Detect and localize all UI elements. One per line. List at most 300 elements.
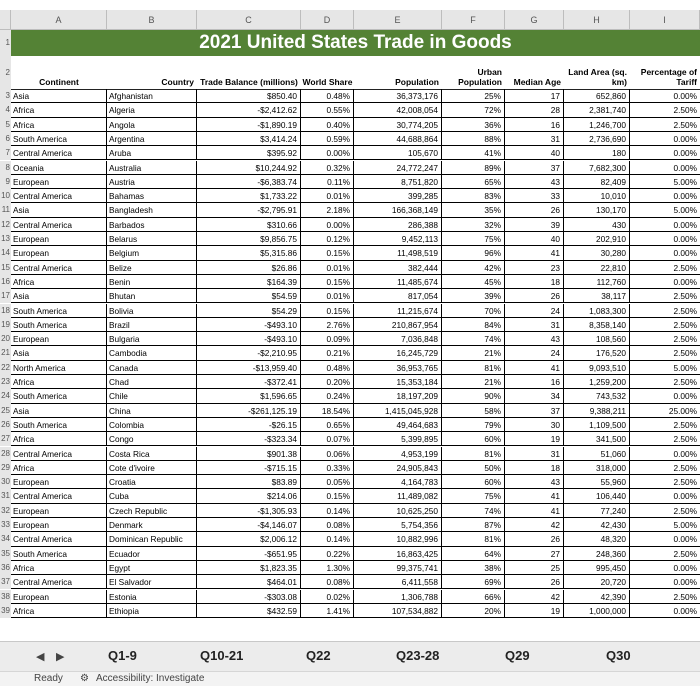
cell-area[interactable]: 82,409 [564, 175, 630, 189]
cell-country[interactable]: Chad [107, 375, 197, 389]
cell-continent[interactable]: European [11, 590, 107, 604]
cell-area[interactable]: 20,720 [564, 575, 630, 589]
sheet-title[interactable]: 2021 United States Trade in Goods [11, 30, 700, 56]
cell-urban[interactable]: 74% [442, 332, 505, 346]
cell-trade[interactable]: $214.06 [197, 489, 301, 503]
cell-pop[interactable]: 399,285 [354, 189, 442, 203]
cell-share[interactable]: 0.55% [301, 103, 354, 117]
cell-area[interactable]: 22,810 [564, 261, 630, 275]
cell-continent[interactable]: Oceania [11, 161, 107, 175]
cell-tariff[interactable]: 0.00% [630, 604, 700, 618]
cell-pop[interactable]: 16,863,425 [354, 547, 442, 561]
cell-country[interactable]: Egypt [107, 561, 197, 575]
header-urban-population[interactable]: Urban Population [458, 67, 502, 87]
row-header[interactable]: 17 [0, 289, 11, 303]
cell-tariff[interactable]: 0.00% [630, 161, 700, 175]
cell-area[interactable]: 1,109,500 [564, 418, 630, 432]
row-header[interactable]: 11 [0, 203, 11, 217]
cell-tariff[interactable]: 2.50% [630, 547, 700, 561]
cell-area[interactable]: 2,381,740 [564, 103, 630, 117]
cell-continent[interactable]: European [11, 504, 107, 518]
cell-share[interactable]: 0.06% [301, 447, 354, 461]
cell-urban[interactable]: 32% [442, 218, 505, 232]
cell-share[interactable]: 2.76% [301, 318, 354, 332]
cell-tariff[interactable]: 2.50% [630, 504, 700, 518]
cell-country[interactable]: Benin [107, 275, 197, 289]
row-header[interactable]: 25 [0, 404, 11, 418]
cell-age[interactable]: 24 [505, 346, 564, 360]
cell-share[interactable]: 0.15% [301, 304, 354, 318]
cell-share[interactable]: 0.00% [301, 146, 354, 160]
cell-country[interactable]: Bolivia [107, 304, 197, 318]
cell-age[interactable]: 17 [505, 89, 564, 103]
cell-pop[interactable]: 10,882,996 [354, 532, 442, 546]
cell-urban[interactable]: 35% [442, 203, 505, 217]
cell-share[interactable]: 0.15% [301, 489, 354, 503]
cell-share[interactable]: 1.41% [301, 604, 354, 618]
cell-trade[interactable]: $5,315.86 [197, 246, 301, 260]
cell-age[interactable]: 27 [505, 547, 564, 561]
cell-urban[interactable]: 74% [442, 504, 505, 518]
cell-country[interactable]: Argentina [107, 132, 197, 146]
row-header[interactable]: 14 [0, 246, 11, 260]
cell-continent[interactable]: Africa [11, 375, 107, 389]
cell-country[interactable]: Cambodia [107, 346, 197, 360]
cell-continent[interactable]: South America [11, 547, 107, 561]
cell-trade[interactable]: $54.59 [197, 289, 301, 303]
cell-urban[interactable]: 20% [442, 604, 505, 618]
cell-urban[interactable]: 50% [442, 461, 505, 475]
cell-share[interactable]: 2.18% [301, 203, 354, 217]
cell-area[interactable]: 430 [564, 218, 630, 232]
cell-area[interactable]: 130,170 [564, 203, 630, 217]
cell-trade[interactable]: -$715.15 [197, 461, 301, 475]
cell-trade[interactable]: $26.86 [197, 261, 301, 275]
cell-share[interactable]: 1.30% [301, 561, 354, 575]
cell-pop[interactable]: 49,464,683 [354, 418, 442, 432]
row-header[interactable]: 5 [0, 118, 11, 132]
cell-continent[interactable]: South America [11, 389, 107, 403]
cell-trade[interactable]: -$651.95 [197, 547, 301, 561]
cell-tariff[interactable]: 2.50% [630, 375, 700, 389]
row-header[interactable]: 12 [0, 218, 11, 232]
cell-pop[interactable]: 10,625,250 [354, 504, 442, 518]
cell-share[interactable]: 0.48% [301, 361, 354, 375]
row-header[interactable]: 3 [0, 89, 11, 103]
row-header[interactable]: 23 [0, 375, 11, 389]
cell-urban[interactable]: 69% [442, 575, 505, 589]
cell-tariff[interactable]: 0.00% [630, 561, 700, 575]
row-header[interactable]: 27 [0, 432, 11, 446]
cell-pop[interactable]: 107,534,882 [354, 604, 442, 618]
cell-country[interactable]: Belgium [107, 246, 197, 260]
cell-urban[interactable]: 75% [442, 489, 505, 503]
cell-continent[interactable]: Central America [11, 532, 107, 546]
cell-country[interactable]: Congo [107, 432, 197, 446]
cell-pop[interactable]: 105,670 [354, 146, 442, 160]
cell-tariff[interactable]: 2.50% [630, 103, 700, 117]
cell-tariff[interactable]: 2.50% [630, 118, 700, 132]
cell-pop[interactable]: 210,867,954 [354, 318, 442, 332]
cell-age[interactable]: 41 [505, 504, 564, 518]
row-header[interactable]: 31 [0, 489, 11, 503]
column-header-h[interactable]: H [564, 10, 630, 30]
cell-pop[interactable]: 11,215,674 [354, 304, 442, 318]
cell-pop[interactable]: 24,772,247 [354, 161, 442, 175]
cell-area[interactable]: 42,430 [564, 518, 630, 532]
column-header-i[interactable]: I [630, 10, 700, 30]
cell-country[interactable]: Ethiopia [107, 604, 197, 618]
cell-pop[interactable]: 382,444 [354, 261, 442, 275]
cell-age[interactable]: 33 [505, 189, 564, 203]
tab-q23-28[interactable]: Q23-28 [396, 648, 440, 663]
cell-pop[interactable]: 11,489,082 [354, 489, 442, 503]
cell-area[interactable]: 652,860 [564, 89, 630, 103]
cell-share[interactable]: 0.22% [301, 547, 354, 561]
cell-continent[interactable]: European [11, 175, 107, 189]
cell-urban[interactable]: 81% [442, 447, 505, 461]
column-header-a[interactable]: A [11, 10, 107, 30]
cell-age[interactable]: 43 [505, 332, 564, 346]
row-header[interactable]: 32 [0, 504, 11, 518]
cell-area[interactable]: 112,760 [564, 275, 630, 289]
cell-share[interactable]: 0.09% [301, 332, 354, 346]
cell-area[interactable]: 55,960 [564, 475, 630, 489]
cell-tariff[interactable]: 0.00% [630, 146, 700, 160]
cell-country[interactable]: Aruba [107, 146, 197, 160]
cell-country[interactable]: Bhutan [107, 289, 197, 303]
cell-share[interactable]: 0.40% [301, 118, 354, 132]
status-accessibility[interactable]: Accessibility: Investigate [96, 673, 205, 684]
row-header[interactable]: 38 [0, 590, 11, 604]
row-header[interactable]: 29 [0, 461, 11, 475]
cell-urban[interactable]: 75% [442, 232, 505, 246]
cell-tariff[interactable]: 0.00% [630, 232, 700, 246]
cell-pop[interactable]: 18,197,209 [354, 389, 442, 403]
cell-trade[interactable]: $3,414.24 [197, 132, 301, 146]
cell-trade[interactable]: -$2,795.91 [197, 203, 301, 217]
row-header[interactable]: 15 [0, 261, 11, 275]
cell-age[interactable]: 41 [505, 361, 564, 375]
cell-continent[interactable]: Africa [11, 432, 107, 446]
cell-age[interactable]: 42 [505, 590, 564, 604]
cell-continent[interactable]: Asia [11, 289, 107, 303]
cell-age[interactable]: 26 [505, 532, 564, 546]
cell-share[interactable]: 0.05% [301, 475, 354, 489]
cell-trade[interactable]: -$323.34 [197, 432, 301, 446]
cell-share[interactable]: 0.59% [301, 132, 354, 146]
cell-pop[interactable]: 16,245,729 [354, 346, 442, 360]
column-header-b[interactable]: B [107, 10, 197, 30]
cell-continent[interactable]: South America [11, 318, 107, 332]
cell-area[interactable]: 38,117 [564, 289, 630, 303]
cell-age[interactable]: 25 [505, 561, 564, 575]
cell-tariff[interactable]: 0.00% [630, 189, 700, 203]
cell-country[interactable]: Denmark [107, 518, 197, 532]
select-all-corner[interactable] [0, 10, 11, 30]
cell-pop[interactable]: 166,368,149 [354, 203, 442, 217]
cell-urban[interactable]: 96% [442, 246, 505, 260]
row-header[interactable]: 24 [0, 389, 11, 403]
cell-trade[interactable]: -$26.15 [197, 418, 301, 432]
cell-country[interactable]: Bahamas [107, 189, 197, 203]
cell-tariff[interactable]: 5.00% [630, 518, 700, 532]
cell-pop[interactable]: 817,054 [354, 289, 442, 303]
cell-age[interactable]: 31 [505, 447, 564, 461]
cell-age[interactable]: 18 [505, 461, 564, 475]
cell-continent[interactable]: Asia [11, 203, 107, 217]
cell-trade[interactable]: $1,733.22 [197, 189, 301, 203]
cell-share[interactable]: 0.15% [301, 246, 354, 260]
cell-country[interactable]: Bulgaria [107, 332, 197, 346]
cell-pop[interactable]: 42,008,054 [354, 103, 442, 117]
header-population[interactable]: Population [395, 77, 439, 87]
cell-trade[interactable]: $395.92 [197, 146, 301, 160]
tab-q29[interactable]: Q29 [505, 648, 530, 663]
cell-age[interactable]: 26 [505, 289, 564, 303]
cell-continent[interactable]: Central America [11, 575, 107, 589]
row-header[interactable]: 19 [0, 318, 11, 332]
cell-tariff[interactable]: 2.50% [630, 304, 700, 318]
cell-urban[interactable]: 90% [442, 389, 505, 403]
cell-tariff[interactable]: 0.00% [630, 389, 700, 403]
header-country[interactable]: Country [161, 77, 194, 87]
cell-tariff[interactable]: 0.00% [630, 532, 700, 546]
cell-pop[interactable]: 7,036,848 [354, 332, 442, 346]
row-header[interactable]: 7 [0, 146, 11, 160]
cell-urban[interactable]: 58% [442, 404, 505, 418]
cell-pop[interactable]: 5,754,356 [354, 518, 442, 532]
cell-trade[interactable]: -$261,125.19 [197, 404, 301, 418]
cell-country[interactable]: Barbados [107, 218, 197, 232]
cell-urban[interactable]: 21% [442, 375, 505, 389]
cell-continent[interactable]: Central America [11, 146, 107, 160]
cell-country[interactable]: Austria [107, 175, 197, 189]
cell-area[interactable]: 51,060 [564, 447, 630, 461]
cell-continent[interactable]: European [11, 332, 107, 346]
cell-age[interactable]: 24 [505, 304, 564, 318]
row-header[interactable]: 16 [0, 275, 11, 289]
cell-trade[interactable]: -$1,305.93 [197, 504, 301, 518]
cell-country[interactable]: Canada [107, 361, 197, 375]
cell-age[interactable]: 39 [505, 218, 564, 232]
cell-trade[interactable]: -$13,959.40 [197, 361, 301, 375]
cell-tariff[interactable]: 2.50% [630, 261, 700, 275]
cell-pop[interactable]: 99,375,741 [354, 561, 442, 575]
cell-tariff[interactable]: 0.00% [630, 218, 700, 232]
row-header[interactable]: 18 [0, 304, 11, 318]
cell-trade[interactable]: -$1,890.19 [197, 118, 301, 132]
header-land-area[interactable]: Land Area (sq. km) [568, 67, 627, 87]
cell-age[interactable]: 26 [505, 575, 564, 589]
cell-trade[interactable]: -$2,412.62 [197, 103, 301, 117]
row-header[interactable]: 8 [0, 161, 11, 175]
cell-trade[interactable]: $464.01 [197, 575, 301, 589]
cell-age[interactable]: 31 [505, 318, 564, 332]
cell-share[interactable]: 0.20% [301, 375, 354, 389]
cell-continent[interactable]: European [11, 518, 107, 532]
cell-tariff[interactable]: 2.50% [630, 590, 700, 604]
cell-tariff[interactable]: 5.00% [630, 203, 700, 217]
cell-continent[interactable]: Central America [11, 189, 107, 203]
row-header[interactable]: 21 [0, 346, 11, 360]
cell-tariff[interactable]: 0.00% [630, 132, 700, 146]
cell-area[interactable]: 1,259,200 [564, 375, 630, 389]
cell-area[interactable]: 7,682,300 [564, 161, 630, 175]
cell-country[interactable]: Cuba [107, 489, 197, 503]
cell-continent[interactable]: Africa [11, 103, 107, 117]
cell-continent[interactable]: Africa [11, 604, 107, 618]
cell-area[interactable]: 1,246,700 [564, 118, 630, 132]
cell-area[interactable]: 318,000 [564, 461, 630, 475]
cell-country[interactable]: Algeria [107, 103, 197, 117]
cell-trade[interactable]: -$303.08 [197, 590, 301, 604]
cell-continent[interactable]: Asia [11, 346, 107, 360]
cell-tariff[interactable]: 5.00% [630, 175, 700, 189]
cell-continent[interactable]: European [11, 475, 107, 489]
cell-age[interactable]: 40 [505, 232, 564, 246]
header-tariff[interactable]: Percentage of Tariff [640, 67, 697, 87]
cell-pop[interactable]: 286,388 [354, 218, 442, 232]
row-header[interactable]: 20 [0, 332, 11, 346]
cell-pop[interactable]: 30,774,205 [354, 118, 442, 132]
row-header[interactable]: 33 [0, 518, 11, 532]
cell-area[interactable]: 176,520 [564, 346, 630, 360]
cell-trade[interactable]: -$493.10 [197, 318, 301, 332]
cell-area[interactable]: 2,736,690 [564, 132, 630, 146]
cell-trade[interactable]: $2,006.12 [197, 532, 301, 546]
cell-pop[interactable]: 36,953,765 [354, 361, 442, 375]
cell-share[interactable]: 0.08% [301, 518, 354, 532]
cell-trade[interactable]: -$372.41 [197, 375, 301, 389]
cell-pop[interactable]: 15,353,184 [354, 375, 442, 389]
cell-age[interactable]: 43 [505, 475, 564, 489]
cell-urban[interactable]: 25% [442, 89, 505, 103]
cell-age[interactable]: 37 [505, 161, 564, 175]
cell-continent[interactable]: Africa [11, 275, 107, 289]
cell-age[interactable]: 34 [505, 389, 564, 403]
cell-urban[interactable]: 79% [442, 418, 505, 432]
cell-area[interactable]: 108,560 [564, 332, 630, 346]
prev-sheet-icon[interactable]: ◀ [36, 651, 45, 663]
cell-area[interactable]: 995,450 [564, 561, 630, 575]
cell-trade[interactable]: $83.89 [197, 475, 301, 489]
row-header[interactable]: 34 [0, 532, 11, 546]
cell-urban[interactable]: 39% [442, 289, 505, 303]
cell-continent[interactable]: Asia [11, 89, 107, 103]
cell-country[interactable]: Belize [107, 261, 197, 275]
cell-urban[interactable]: 65% [442, 175, 505, 189]
cell-urban[interactable]: 66% [442, 590, 505, 604]
cell-continent[interactable]: Asia [11, 404, 107, 418]
row-header[interactable]: 9 [0, 175, 11, 189]
cell-country[interactable]: Belarus [107, 232, 197, 246]
row-header[interactable]: 4 [0, 103, 11, 117]
cell-tariff[interactable]: 2.50% [630, 432, 700, 446]
cell-age[interactable]: 41 [505, 489, 564, 503]
cell-country[interactable]: Estonia [107, 590, 197, 604]
cell-age[interactable]: 19 [505, 604, 564, 618]
cell-country[interactable]: Ecuador [107, 547, 197, 561]
cell-urban[interactable]: 60% [442, 432, 505, 446]
cell-tariff[interactable]: 2.50% [630, 475, 700, 489]
cell-tariff[interactable]: 5.00% [630, 361, 700, 375]
cell-urban[interactable]: 64% [442, 547, 505, 561]
cell-urban[interactable]: 41% [442, 146, 505, 160]
cell-pop[interactable]: 8,751,820 [354, 175, 442, 189]
cell-age[interactable]: 43 [505, 175, 564, 189]
cell-continent[interactable]: South America [11, 418, 107, 432]
cell-country[interactable]: Czech Republic [107, 504, 197, 518]
cell-age[interactable]: 37 [505, 404, 564, 418]
cell-continent[interactable]: South America [11, 304, 107, 318]
cell-continent[interactable]: Africa [11, 561, 107, 575]
cell-share[interactable]: 0.08% [301, 575, 354, 589]
tab-q1-9[interactable]: Q1-9 [108, 648, 137, 663]
cell-continent[interactable]: Africa [11, 461, 107, 475]
cell-area[interactable]: 8,358,140 [564, 318, 630, 332]
next-sheet-icon[interactable]: ▶ [56, 651, 65, 663]
cell-continent[interactable]: North America [11, 361, 107, 375]
cell-share[interactable]: 0.14% [301, 504, 354, 518]
column-header-g[interactable]: G [505, 10, 564, 30]
cell-tariff[interactable]: 0.00% [630, 89, 700, 103]
cell-trade[interactable]: $1,823.35 [197, 561, 301, 575]
cell-area[interactable]: 10,010 [564, 189, 630, 203]
cell-share[interactable]: 0.14% [301, 532, 354, 546]
cell-tariff[interactable]: 2.50% [630, 332, 700, 346]
cell-area[interactable]: 1,083,300 [564, 304, 630, 318]
cell-continent[interactable]: Central America [11, 447, 107, 461]
cell-tariff[interactable]: 2.50% [630, 418, 700, 432]
column-header-e[interactable]: E [354, 10, 442, 30]
cell-country[interactable]: Brazil [107, 318, 197, 332]
column-header-f[interactable]: F [442, 10, 505, 30]
header-continent[interactable]: Continent [39, 77, 79, 87]
cell-share[interactable]: 0.11% [301, 175, 354, 189]
row-header[interactable]: 22 [0, 361, 11, 375]
cell-area[interactable]: 30,280 [564, 246, 630, 260]
column-header-c[interactable]: C [197, 10, 301, 30]
cell-area[interactable]: 202,910 [564, 232, 630, 246]
cell-country[interactable]: Chile [107, 389, 197, 403]
cell-country[interactable]: Australia [107, 161, 197, 175]
cell-age[interactable]: 42 [505, 518, 564, 532]
row-header[interactable]: 35 [0, 547, 11, 561]
cell-age[interactable]: 16 [505, 118, 564, 132]
cell-country[interactable]: Afghanistan [107, 89, 197, 103]
cell-tariff[interactable]: 2.50% [630, 318, 700, 332]
row-header[interactable]: 30 [0, 475, 11, 489]
tab-q10-21[interactable]: Q10-21 [200, 648, 244, 663]
cell-tariff[interactable]: 0.00% [630, 447, 700, 461]
cell-trade[interactable]: -$4,146.07 [197, 518, 301, 532]
cell-urban[interactable]: 89% [442, 161, 505, 175]
cell-pop[interactable]: 11,498,519 [354, 246, 442, 260]
tab-q22[interactable]: Q22 [306, 648, 331, 663]
cell-trade[interactable]: $164.39 [197, 275, 301, 289]
cell-share[interactable]: 0.15% [301, 275, 354, 289]
cell-area[interactable]: 341,500 [564, 432, 630, 446]
cell-area[interactable]: 9,093,510 [564, 361, 630, 375]
cell-urban[interactable]: 45% [442, 275, 505, 289]
cell-age[interactable]: 26 [505, 203, 564, 217]
row-header[interactable]: 6 [0, 132, 11, 146]
cell-country[interactable]: Bangladesh [107, 203, 197, 217]
row-header[interactable]: 39 [0, 604, 11, 618]
cell-share[interactable]: 0.33% [301, 461, 354, 475]
cell-area[interactable]: 106,440 [564, 489, 630, 503]
